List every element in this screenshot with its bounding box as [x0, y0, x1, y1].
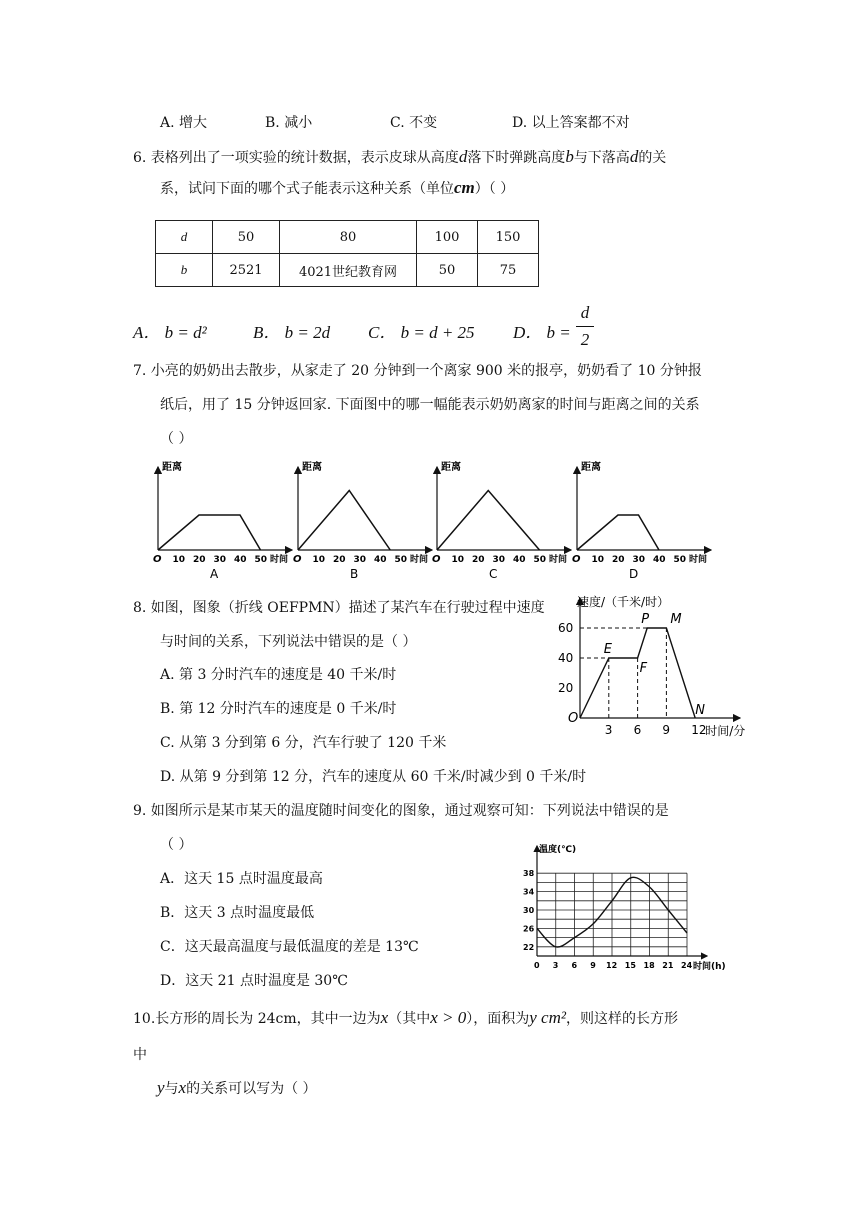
x-axis-label: 时间 [270, 555, 289, 565]
q6-option-c[interactable]: C． b = d + 25 [368, 323, 475, 342]
y-tick-label: 60 [558, 621, 574, 635]
q10-text-e: 与 [164, 1081, 179, 1097]
y-axis-label: 距离 [441, 462, 461, 473]
x-tick-label: 6 [571, 961, 578, 970]
table-cell: 80 [280, 221, 417, 254]
graph-label: A [210, 567, 219, 581]
row-header-b: b [156, 254, 213, 287]
q8-speed-chart [555, 590, 755, 745]
tick-label: 50 [394, 555, 408, 565]
table-cell: 50 [417, 254, 478, 287]
point-label: F [639, 661, 648, 676]
x-axis-label: 时间/分 [705, 724, 746, 738]
y-axis-label: 距离 [302, 462, 322, 473]
q6-line2 [160, 178, 514, 198]
origin-label: O [572, 554, 581, 565]
q6-text-c: 与下落高 [573, 150, 630, 166]
distance-time-graph [572, 460, 711, 581]
q6-option-d-numerator: d [580, 303, 590, 322]
table-cell: 4021世纪教育网 [280, 254, 417, 287]
q6-text-b: 落下时弹跳高度 [467, 150, 566, 166]
q5-option-a[interactable]: A. 增大 [160, 115, 208, 131]
tick-label: 20 [333, 555, 346, 565]
x-tick-label: 18 [643, 961, 655, 970]
q9-option-d[interactable]: D．这天 21 点时温度是 30℃ [160, 973, 348, 989]
q9-option-a[interactable]: A．这天 15 点时温度最高 [160, 871, 323, 887]
x-tick-label: 12 [691, 723, 707, 737]
q5-option-d[interactable]: D. 以上答案都不对 [512, 115, 630, 131]
y-axis-label: 速度/（千米/时） [577, 595, 670, 609]
q10-line3 [157, 1078, 317, 1098]
x-tick-label: 15 [624, 961, 636, 970]
x-tick-label: 0 [534, 961, 540, 970]
tick-label: 50 [254, 555, 268, 565]
q6-var-b: b [565, 147, 574, 166]
q9-line2: （ ） [160, 837, 193, 853]
x-tick-label: 9 [590, 961, 596, 970]
x-tick-label: 3 [552, 961, 559, 970]
tick-label: 20 [612, 555, 625, 565]
q5-option-b[interactable]: B. 减小 [265, 115, 313, 131]
q5-option-c[interactable]: C. 不变 [390, 115, 438, 131]
fraction-bar [576, 326, 594, 327]
graph-label: C [489, 567, 498, 581]
q10-text-c: ），面积为 [466, 1011, 530, 1027]
table-cell: 2521 [213, 254, 280, 287]
q10-text-d: ，则这样的长方形 [565, 1011, 678, 1027]
y-axis-label: 距离 [581, 462, 601, 473]
x-axis-label: 时间(h) [693, 962, 726, 972]
origin-label: O [432, 554, 441, 565]
tick-label: 40 [513, 555, 526, 565]
q6-option-a[interactable]: A． b = d² [133, 323, 207, 342]
q7-line1: 7. 小亮的奶奶出去散步，从家走了 20 分钟到一个离家 900 米的报亭，奶奶看了 10 分钟报 [133, 363, 702, 379]
graph-line [158, 515, 261, 550]
x-tick-label: 9 [662, 723, 671, 737]
point-label: P [641, 612, 650, 627]
table-row [156, 221, 539, 254]
distance-time-graph [153, 460, 292, 581]
q6-text-g: ）（ ） [474, 181, 515, 197]
q10-text-b: （其中 [388, 1011, 431, 1027]
q8-option-c[interactable]: C. 从第 3 分到第 6 分，汽车行驶了 120 千米 [160, 735, 447, 751]
q10-var-x2: x [178, 1078, 187, 1097]
y-tick-label: 40 [558, 651, 574, 665]
tick-label: 30 [632, 555, 646, 565]
q6-unit: cm [454, 178, 475, 197]
tick-label: 30 [213, 555, 227, 565]
graph-line [437, 491, 540, 551]
tick-label: 40 [234, 555, 247, 565]
graph-label: D [629, 567, 639, 581]
y-tick-label: 22 [523, 942, 535, 952]
row-header-d: d [156, 221, 213, 254]
q9-line1: 9. 如图所示是某市某天的温度随时间变化的图象，通过观察可知：下列说法中错误的是 [133, 803, 669, 819]
q6-data-table [155, 220, 539, 287]
y-tick-label: 38 [523, 869, 535, 879]
x-tick-label: 12 [606, 961, 618, 970]
x-tick-label: 24 [681, 961, 693, 970]
y-tick-label: 34 [523, 887, 535, 897]
q6-text-f: 系，试问下面的哪个式子能表示这种关系（单位 [160, 181, 454, 197]
y-axis-label: 距离 [162, 462, 182, 473]
origin-label: O [293, 554, 302, 565]
distance-time-graph [432, 460, 571, 581]
y-tick-label: 26 [523, 924, 535, 934]
tick-label: 50 [673, 555, 687, 565]
q6-option-b[interactable]: B． b = 2d [253, 323, 331, 342]
table-cell: 100 [417, 221, 478, 254]
tick-label: 10 [312, 555, 326, 565]
table-cell: 75 [478, 254, 539, 287]
q9-temperature-chart [512, 838, 732, 986]
tick-label: 30 [492, 555, 506, 565]
y-tick-label: 20 [558, 681, 574, 695]
q10-var-x: x [380, 1008, 389, 1027]
q6-line1 [133, 147, 666, 167]
y-axis-label: 温度(℃) [539, 845, 577, 855]
q10-text-f: 的关系可以写为（ ） [186, 1081, 317, 1097]
table-cell: 150 [478, 221, 539, 254]
tick-label: 50 [533, 555, 547, 565]
q9-option-c[interactable]: C．这天最高温度与最低温度的差是 13℃ [160, 939, 419, 955]
q10-text-a: 10.长方形的周长为 24cm，其中一边为 [133, 1011, 381, 1027]
x-axis-label: 时间 [689, 555, 708, 565]
tick-label: 10 [451, 555, 465, 565]
x-tick-label: 3 [604, 723, 613, 737]
q9-option-b[interactable]: B．这天 3 点时温度最低 [160, 905, 315, 921]
q6-var-d: d [458, 147, 468, 166]
q10-line1 [133, 1008, 678, 1028]
tick-label: 20 [472, 555, 485, 565]
x-axis-label: 时间 [549, 555, 568, 565]
table-row [156, 254, 539, 287]
q10-area: y cm² [529, 1008, 566, 1027]
q6-var-d2: d [629, 147, 639, 166]
tick-label: 40 [374, 555, 387, 565]
point-label: E [603, 642, 613, 657]
tick-label: 40 [653, 555, 666, 565]
y-tick-label: 30 [523, 906, 535, 915]
tick-label: 10 [591, 555, 605, 565]
q6-option-d-denominator: 2 [580, 330, 590, 349]
q8-line2: 与时间的关系，下列说法中错误的是（ ） [160, 634, 417, 650]
tick-label: 30 [353, 555, 367, 565]
graph-line [577, 515, 659, 550]
x-tick-label: 21 [662, 961, 674, 970]
x-tick-label: 6 [633, 723, 642, 737]
q10-line2: 中 [133, 1047, 147, 1063]
q8-option-b[interactable]: B. 第 12 分时汽车的速度是 0 千米/时 [160, 701, 397, 717]
q10-condition: x > 0 [430, 1008, 467, 1027]
q8-option-d[interactable]: D. 从第 9 分到第 12 分，汽车的速度从 60 千米/时减少到 0 千米/时 [160, 769, 587, 785]
q10-var-y: y [157, 1078, 165, 1097]
q7-line2: 纸后，用了 15 分钟返回家. 下面图中的哪一幅能表示奶奶离家的时间与距离之间的关系 [160, 397, 700, 413]
q6-option-d[interactable]: D． b = [513, 323, 571, 342]
origin-label: O [153, 554, 162, 565]
q8-line1: 8. 如图，图象（折线 OEFPMN）描述了某汽车在行驶过程中速度 [133, 600, 545, 616]
distance-time-graph [293, 460, 432, 581]
point-label: M [670, 612, 682, 627]
graph-line [298, 491, 390, 551]
q6-text-a: 6. 表格列出了一项实验的统计数据，表示皮球从高度 [133, 150, 459, 166]
q7-line3: （ ） [160, 431, 193, 447]
x-axis-label: 时间 [410, 555, 429, 565]
tick-label: 20 [193, 555, 206, 565]
point-label: O [568, 711, 579, 726]
q6-text-e: 的关 [638, 150, 667, 166]
graph-label: B [350, 567, 359, 581]
table-cell: 50 [213, 221, 280, 254]
point-label: N [695, 703, 705, 718]
tick-label: 10 [172, 555, 186, 565]
q8-option-a[interactable]: A. 第 3 分时汽车的速度是 40 千米/时 [160, 667, 397, 683]
q7-graphs [150, 460, 770, 582]
